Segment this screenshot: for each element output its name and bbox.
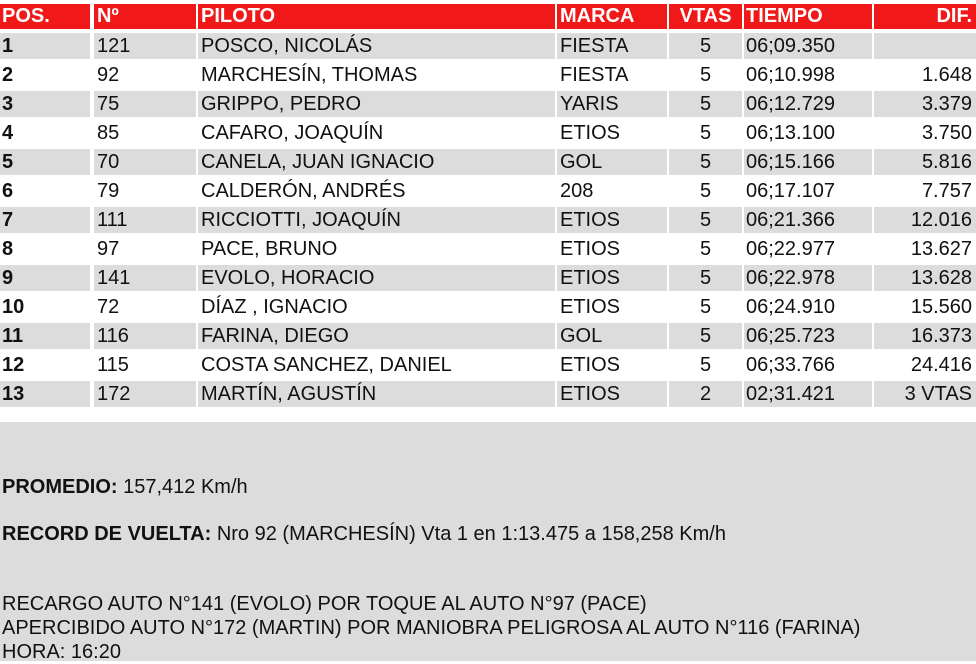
cell-pos: 4: [2, 122, 14, 144]
table-row: [0, 149, 976, 178]
cell-marca: FIESTA: [557, 33, 667, 59]
header-marca: MARCA: [557, 4, 667, 29]
cell-marca: ETIOS: [557, 207, 667, 233]
header-num: Nº: [94, 4, 196, 29]
cell-tiempo: 06;09.350: [744, 33, 872, 59]
cell-num: 141: [94, 265, 196, 291]
cell-num: 115: [97, 354, 129, 376]
cell-num: 72: [97, 296, 120, 318]
table-row: [0, 33, 976, 62]
cell-piloto: RICCIOTTI, JOAQUÍN: [198, 207, 555, 233]
cell-piloto: PACE, BRUNO: [201, 238, 338, 260]
cell-tiempo: 06;15.166: [744, 149, 872, 175]
cell-piloto: CANELA, JUAN IGNACIO: [198, 149, 555, 175]
cell-num: 172: [94, 381, 196, 407]
cell-dif: 1.648: [921, 64, 972, 86]
cell-marca: ETIOS: [557, 265, 667, 291]
table-row: [0, 120, 976, 149]
cell-vtas: 5: [699, 64, 712, 86]
cell-dif: 5.816: [874, 149, 976, 175]
cell-vtas: 5: [669, 149, 742, 175]
cell-num: 70: [94, 149, 196, 175]
cell-num: 92: [97, 64, 120, 86]
cell-dif: 7.757: [921, 180, 972, 202]
cell-pos: 2: [2, 64, 14, 86]
cell-num: 116: [94, 323, 196, 349]
header-dif: DIF.: [874, 4, 976, 29]
cell-tiempo: 06;21.366: [744, 207, 872, 233]
cell-vtas: 5: [699, 238, 712, 260]
cell-piloto: DÍAZ , IGNACIO: [201, 296, 348, 318]
cell-pos: 11: [0, 323, 90, 349]
header-piloto: PILOTO: [198, 4, 555, 29]
hora-note: HORA: 16:20: [2, 641, 121, 663]
recargo-note: RECARGO AUTO N°141 (EVOLO) POR TOQUE AL AUTO N°97 (PACE): [2, 593, 647, 615]
cell-piloto: GRIPPO, PEDRO: [198, 91, 555, 117]
cell-piloto: MARTÍN, AGUSTÍN: [198, 381, 555, 407]
cell-pos: 13: [0, 381, 90, 407]
cell-num: 97: [97, 238, 120, 260]
cell-piloto: POSCO, NICOLÁS: [198, 33, 555, 59]
cell-pos: 12: [2, 354, 25, 376]
cell-tiempo: 06;33.766: [746, 354, 835, 376]
cell-dif: 12.016: [874, 207, 976, 233]
cell-marca: ETIOS: [560, 296, 621, 318]
cell-vtas: 5: [669, 207, 742, 233]
cell-num: 79: [97, 180, 120, 202]
table-row: [0, 323, 976, 352]
cell-vtas: 5: [699, 122, 712, 144]
race-summary: [0, 422, 976, 661]
record-label: RECORD DE VUELTA:: [2, 523, 212, 545]
cell-tiempo: 06;22.978: [744, 265, 872, 291]
cell-tiempo: 06;25.723: [744, 323, 872, 349]
table-row: [0, 178, 976, 207]
table-row: [0, 352, 976, 381]
cell-num: 75: [94, 91, 196, 117]
cell-vtas: 5: [669, 91, 742, 117]
table-body: [0, 33, 976, 410]
cell-pos: 8: [2, 238, 14, 260]
header-pos: POS.: [0, 4, 90, 29]
table-row: [0, 62, 976, 91]
cell-dif: 13.628: [874, 265, 976, 291]
cell-pos: 1: [0, 33, 90, 59]
cell-marca: 208: [560, 180, 594, 202]
cell-pos: 10: [2, 296, 25, 318]
cell-tiempo: 06;24.910: [746, 296, 835, 318]
cell-pos: 5: [0, 149, 90, 175]
cell-num: 121: [94, 33, 196, 59]
cell-tiempo: 02;31.421: [744, 381, 872, 407]
cell-marca: GOL: [557, 149, 667, 175]
cell-dif: 13.627: [910, 238, 972, 260]
cell-vtas: 5: [699, 180, 712, 202]
cell-piloto: FARINA, DIEGO: [198, 323, 555, 349]
promedio-label: PROMEDIO:: [2, 476, 118, 498]
cell-vtas: 5: [699, 354, 712, 376]
promedio-line: [2, 475, 248, 499]
table-row: [0, 236, 976, 265]
cell-dif: 3.379: [874, 91, 976, 117]
record-line: [2, 522, 726, 546]
table-row: [0, 381, 976, 410]
cell-dif: 16.373: [874, 323, 976, 349]
cell-tiempo: 06;10.998: [746, 64, 835, 86]
cell-dif: [874, 33, 976, 59]
record-value: Nro 92 (MARCHESÍN) Vta 1 en 1:13.475 a 158,258 Km/h: [211, 523, 726, 545]
table-row: [0, 265, 976, 294]
cell-pos: 3: [0, 91, 90, 117]
header-tiempo: TIEMPO: [744, 4, 872, 29]
cell-piloto: MARCHESÍN, THOMAS: [201, 64, 418, 86]
cell-dif: 24.416: [910, 354, 972, 376]
cell-dif: 3 VTAS: [874, 381, 976, 407]
cell-tiempo: 06;17.107: [746, 180, 835, 202]
cell-pos: 9: [0, 265, 90, 291]
cell-marca: ETIOS: [560, 122, 621, 144]
apercibido-note: APERCIBIDO AUTO N°172 (MARTIN) POR MANIOBRA PELIGROSA AL AUTO N°116 (FARINA): [2, 617, 861, 639]
cell-dif: 15.560: [910, 296, 972, 318]
cell-num: 111: [94, 207, 196, 233]
cell-marca: YARIS: [557, 91, 667, 117]
cell-marca: ETIOS: [560, 354, 621, 376]
cell-pos: 6: [2, 180, 14, 202]
cell-vtas: 5: [699, 296, 712, 318]
cell-vtas: 5: [669, 265, 742, 291]
results-table: [0, 4, 976, 410]
cell-tiempo: 06;12.729: [744, 91, 872, 117]
table-row: [0, 294, 976, 323]
cell-tiempo: 06;13.100: [746, 122, 835, 144]
cell-piloto: EVOLO, HORACIO: [198, 265, 555, 291]
header-vtas: VTAS: [669, 4, 742, 29]
cell-tiempo: 06;22.977: [746, 238, 835, 260]
cell-vtas: 5: [669, 33, 742, 59]
cell-marca: ETIOS: [560, 238, 621, 260]
cell-marca: FIESTA: [560, 64, 629, 86]
cell-vtas: 5: [669, 323, 742, 349]
table-row: [0, 207, 976, 236]
promedio-value: 157,412 Km/h: [117, 476, 248, 498]
table-row: [0, 91, 976, 120]
cell-piloto: CAFARO, JOAQUÍN: [201, 122, 384, 144]
cell-vtas: 2: [669, 381, 742, 407]
cell-pos: 7: [0, 207, 90, 233]
cell-num: 85: [97, 122, 120, 144]
cell-piloto: COSTA SANCHEZ, DANIEL: [201, 354, 452, 376]
cell-piloto: CALDERÓN, ANDRÉS: [201, 180, 406, 202]
cell-dif: 3.750: [921, 122, 972, 144]
cell-marca: GOL: [557, 323, 667, 349]
cell-marca: ETIOS: [557, 381, 667, 407]
table-header: [0, 4, 976, 33]
